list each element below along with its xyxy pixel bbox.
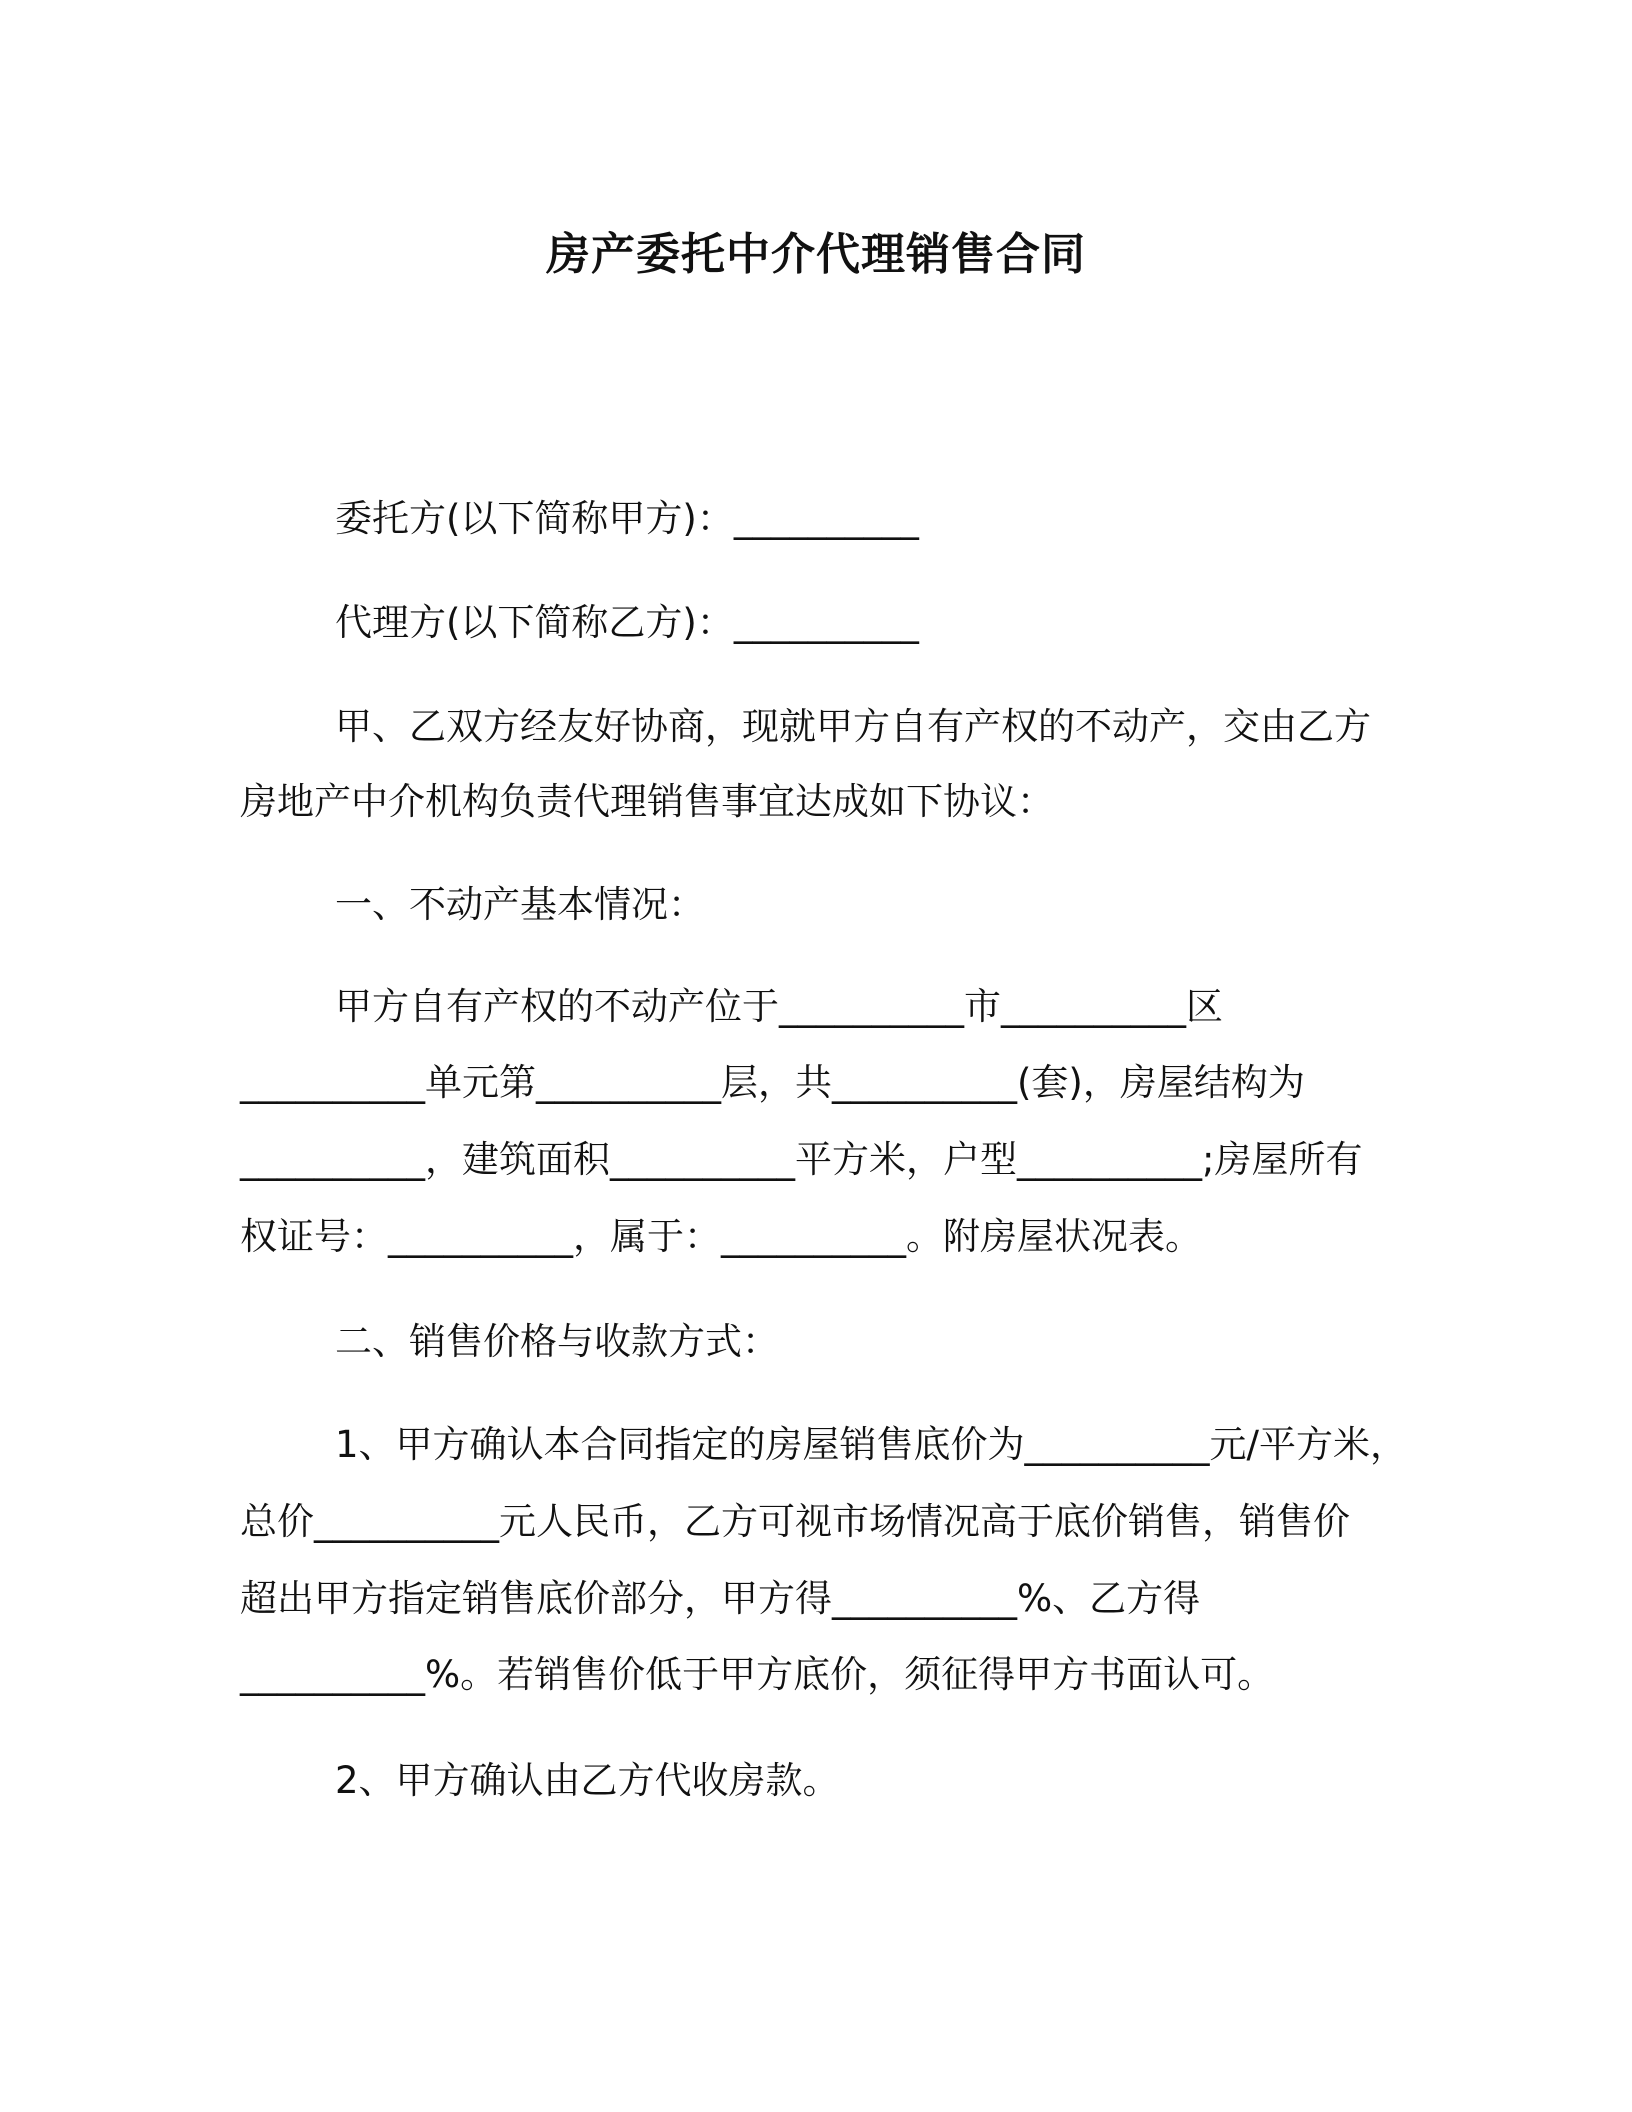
intro-line-1: 甲、乙双方经友好协商，现就甲方自有产权的不动产，交由乙方 <box>335 705 1371 748</box>
party-a-line: 委托方(以下简称甲方)：__________ <box>335 497 919 540</box>
price-line-4: __________%。若销售价低于甲方底价，须征得甲方书面认可。 <box>240 1653 1275 1696</box>
collection-line: 2、甲方确认由乙方代收房款。 <box>335 1759 840 1802</box>
price-line-3: 超出甲方指定销售底价部分，甲方得__________%、乙方得 <box>240 1577 1201 1620</box>
price-line-1: 1、甲方确认本合同指定的房屋销售底价为__________元/平方米， <box>335 1423 1408 1466</box>
party-b-line: 代理方(以下简称乙方)：__________ <box>335 601 919 644</box>
section-1-heading: 一、不动产基本情况： <box>335 883 705 926</box>
property-line-4: 权证号：__________，属于：__________。附房屋状况表。 <box>240 1215 1202 1258</box>
price-line-2: 总价__________元人民币，乙方可视市场情况高于底价销售，销售价 <box>240 1500 1350 1543</box>
property-line-1: 甲方自有产权的不动产位于__________市__________区 <box>335 985 1223 1028</box>
intro-line-2: 房地产中介机构负责代理销售事宜达成如下协议： <box>240 780 1054 823</box>
property-line-3: __________，建筑面积__________平方米，户型__________;房屋所有 <box>240 1138 1363 1181</box>
document-title: 房产委托中介代理销售合同 <box>546 229 1086 280</box>
section-2-heading: 二、销售价格与收款方式： <box>335 1320 779 1363</box>
property-line-2: __________单元第__________层，共__________(套)，房屋结构为 <box>240 1061 1305 1104</box>
